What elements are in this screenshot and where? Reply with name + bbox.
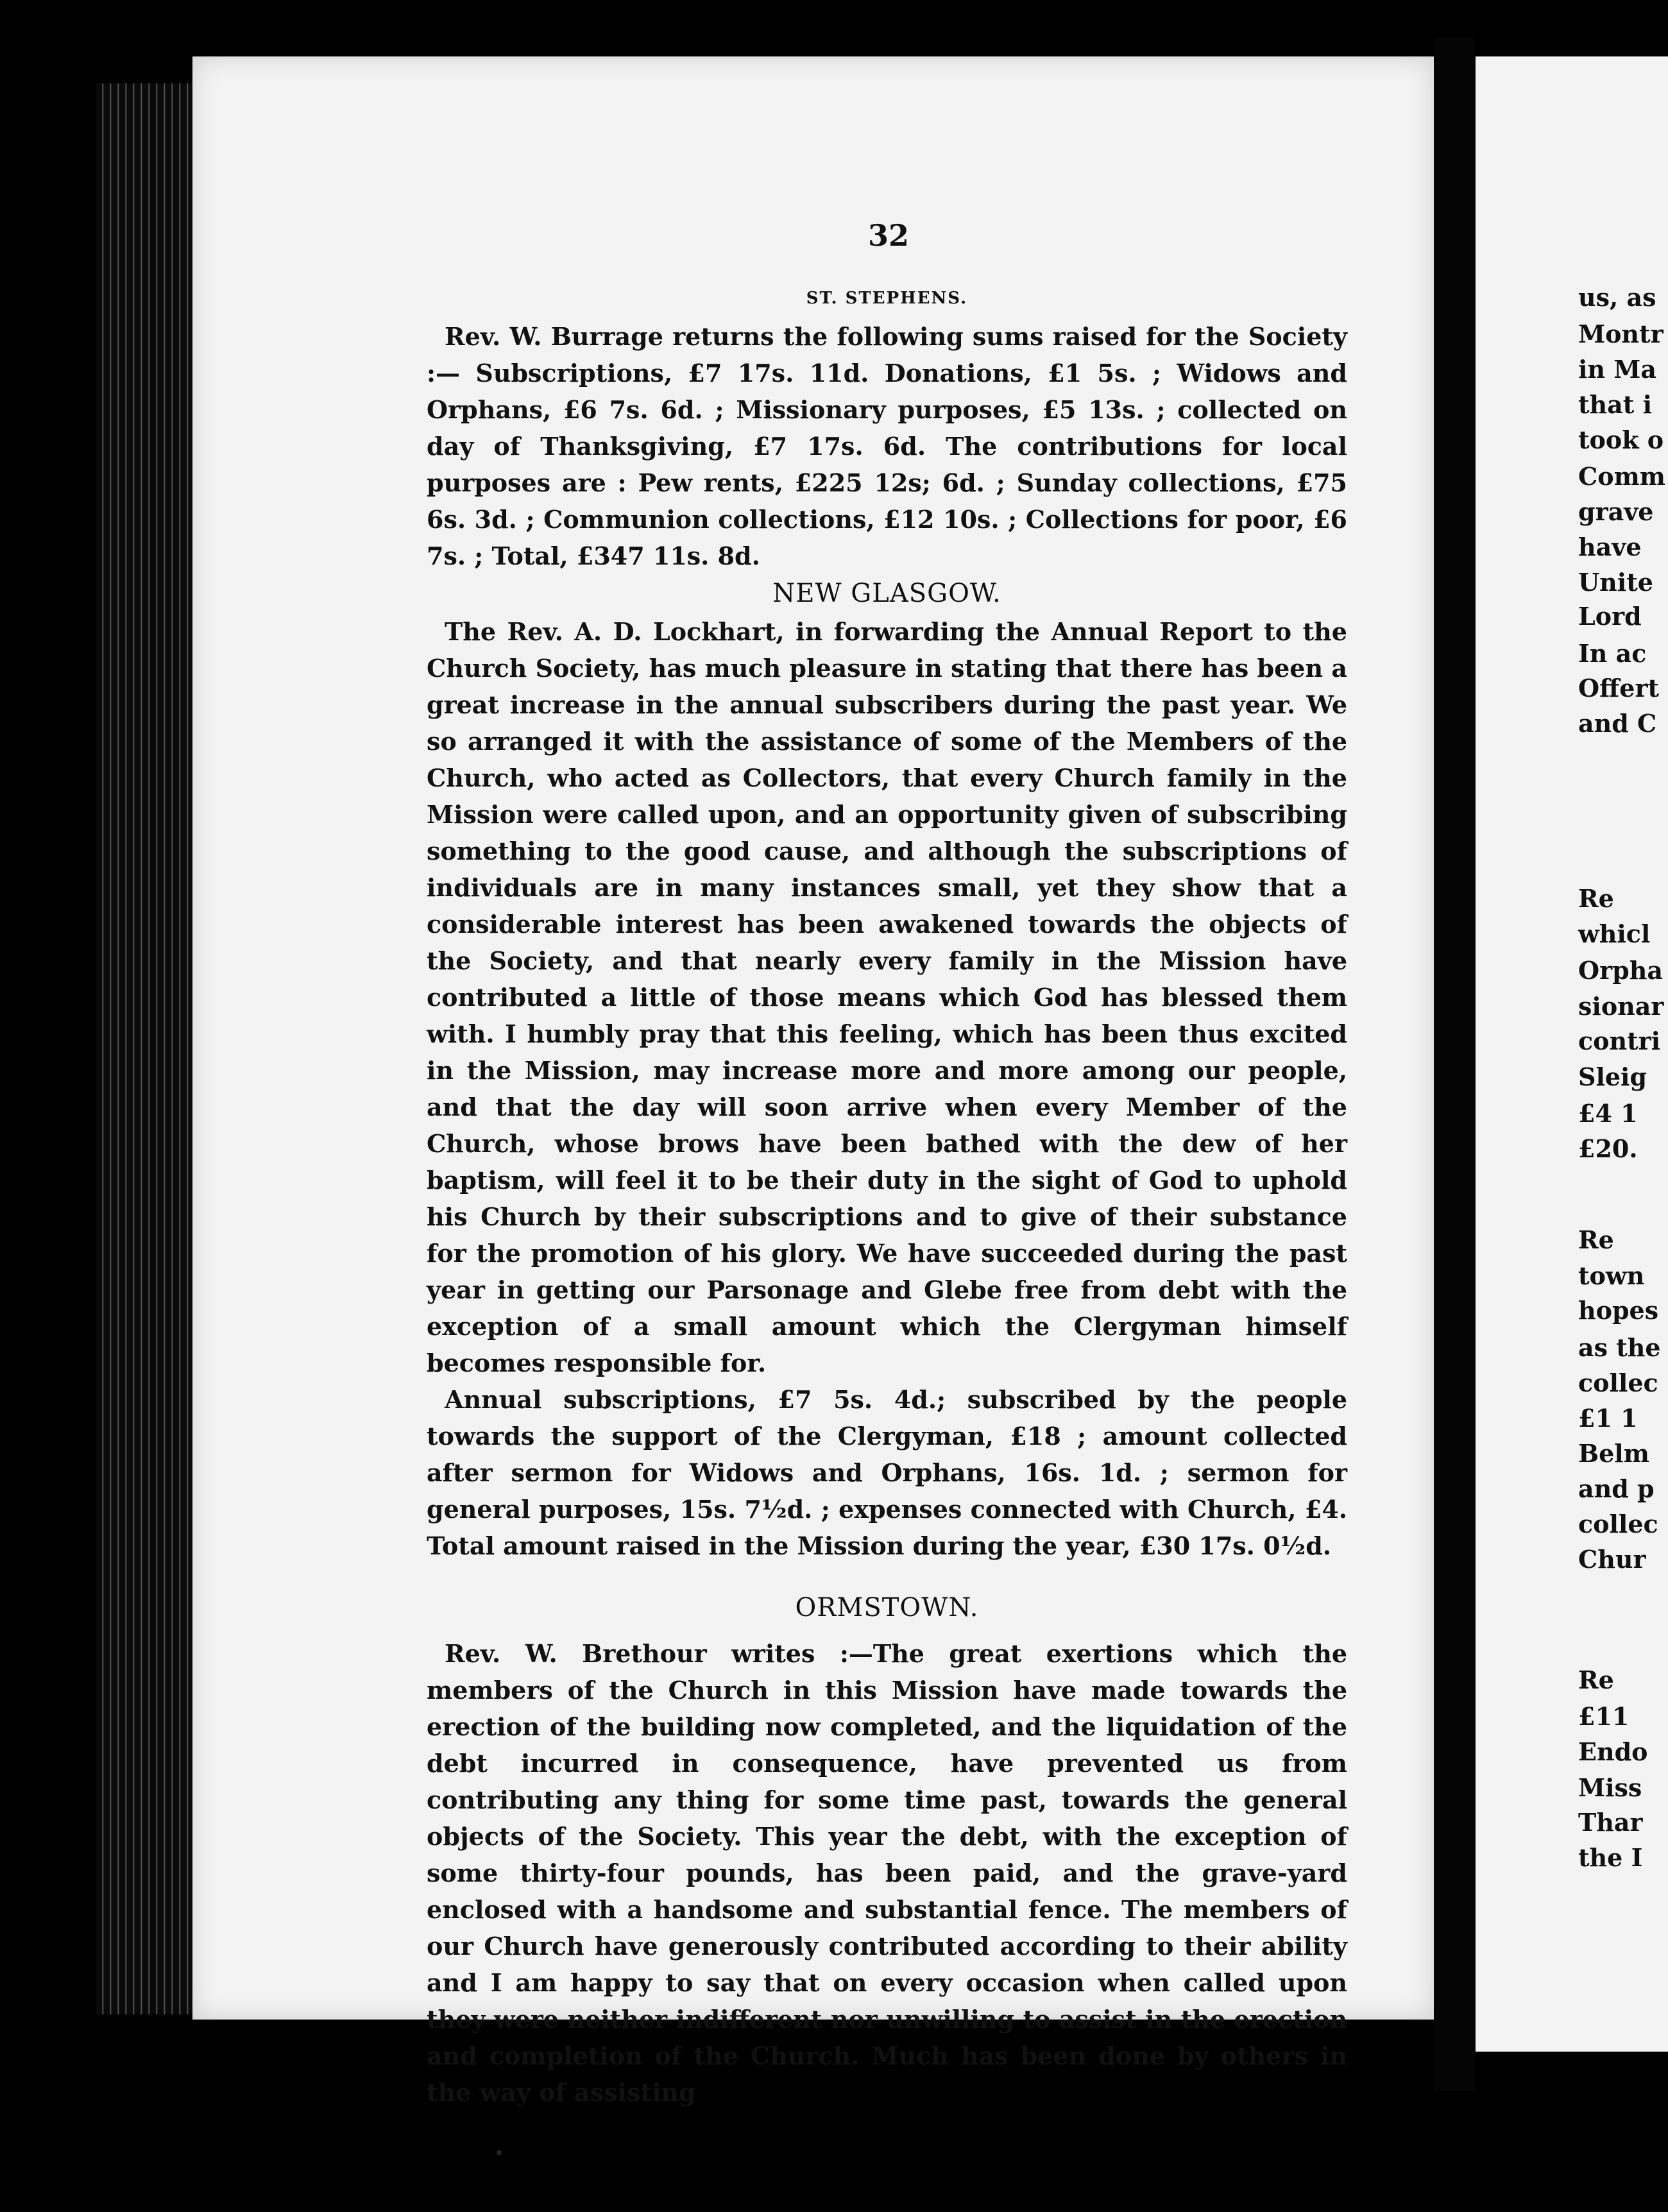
paragraph-st-stephens: Rev. W. Burrage returns the following sums raised for the Society :— Subscriptions, £7 17s. 11d. Donations, £1 5s. ; Widows and Orphans, £6 7s. 6d. ; Missionary purposes, £5 13s. ; collected on day of Thanksgiving, £7 17s. 6d. The contributions for local purposes are : Pew rents, £225 12s; 6d. ; Sunday collections, £75 6s. 3d. ; Communion collections, £12 10s. ; Collections for poor, £6 7s. ; Total, £347 11s. 8d. bbox=[427, 322, 1347, 570]
facing-page-line: Offert bbox=[1578, 674, 1660, 702]
section-subheading-st-stephens: ST. STEPHENS. bbox=[806, 289, 968, 308]
facing-page-line: Montr bbox=[1578, 319, 1664, 348]
paragraph-new-glasgow-2: Annual subscriptions, £7 5s. 4d.; subscribed by the people towards the support of the Clergyman, £18 ; amount collected after sermon for Widows and Orphans, 16s. 1d. ; sermon for general purposes, 15s. 7½d. ; expenses connected with Church, £4. Total amount raised in the Mission during the year, £30 17s. 0½d. bbox=[427, 1385, 1347, 1560]
facing-page-line: Belm bbox=[1578, 1439, 1649, 1468]
facing-page-line: Miss bbox=[1578, 1773, 1642, 1802]
facing-page-line: that i bbox=[1578, 390, 1653, 419]
facing-page-line: the I bbox=[1578, 1843, 1643, 1872]
ink-mark: • bbox=[494, 2143, 505, 2164]
facing-page-line: whicl bbox=[1578, 919, 1651, 948]
section-heading-ormstown: ORMSTOWN. bbox=[795, 1593, 979, 1622]
facing-page-line: Re bbox=[1578, 1665, 1614, 1694]
facing-page-line: Endo bbox=[1578, 1737, 1648, 1766]
facing-page-line: collec bbox=[1578, 1368, 1658, 1397]
facing-page-line: and C bbox=[1578, 709, 1657, 738]
facing-page-line: sionar bbox=[1578, 992, 1664, 1021]
paragraph-new-glasgow-1: The Rev. A. D. Lockhart, in forwarding the Annual Report to the Church Society, has much pleasure in stating that there has been a great increase in the annual subscribers during the past year. We so arranged it with the assistance of some of the Members of the Church, who acted as Collectors, that every Church family in the Mission were called upon, and an opportunity given of subscribing something to the good cause, and although the subscriptions of individuals are in many instances small, yet they show that a considerable interest has been awakened towards the objects of the Society, and that nearly every family in the Mission have contributed a little of those means which God has blessed them with. I humbly pray that this feeling, which has been thus excited in the Mission, may increase more and more among our people, and that the day will soon arrive when every Member of the Church, whose brows have been bathed with the dew of her baptism, will feel it to be their duty in the sight of God to uphold his Church by their subscriptions and to give of their substance for the promotion of his glory. We have succeeded during the past year in getting our Parsonage and Glebe free from debt with the exception of a small amount which the Clergyman himself becomes responsible for. bbox=[427, 617, 1347, 1377]
facing-page-line: town bbox=[1578, 1261, 1645, 1290]
facing-page-line: Unite bbox=[1578, 568, 1653, 597]
facing-page-line: Re bbox=[1578, 1225, 1614, 1254]
facing-page-line: Lord bbox=[1578, 602, 1642, 631]
book-gutter bbox=[1434, 38, 1476, 2091]
facing-page-line: and p bbox=[1578, 1474, 1655, 1503]
facing-page-line: took o bbox=[1578, 425, 1664, 454]
facing-page-line: collec bbox=[1578, 1510, 1658, 1538]
facing-page-line: us, as bbox=[1578, 283, 1656, 312]
facing-page-line: as the bbox=[1578, 1333, 1661, 1362]
facing-page-line: Orpha bbox=[1578, 956, 1663, 985]
paragraph-ormstown: Rev. W. Brethour writes :—The great exertions which the members of the Church in this Mission have made towards the erection of the building now completed, and the liquidation of the debt incurred in consequence, have prevented us from contributing any thing for some time past, towards the general objects of the Society. This year the debt, with the exception of some thirty-four pounds, has been paid, and the grave-yard enclosed with a handsome and substantial fence. The members of our Church have generously contributed according to their ability and I am happy to say that on every occasion when called upon they were neither indifferent nor unwilling to assist in the erection and completion of the Church. Much has been done by others in the way of assisting bbox=[427, 1639, 1347, 2107]
facing-page-line: Re bbox=[1578, 884, 1614, 913]
facing-page-line: Sleig bbox=[1578, 1062, 1647, 1091]
facing-page-fragments bbox=[1578, 0, 1666, 1989]
page-body bbox=[427, 282, 1347, 2111]
facing-page-line: contri bbox=[1578, 1026, 1661, 1055]
facing-page-line: Chur bbox=[1578, 1545, 1646, 1574]
facing-page-line: £4 1 bbox=[1578, 1099, 1638, 1128]
facing-page-line: Thar bbox=[1578, 1808, 1643, 1837]
facing-page-line: hopes bbox=[1578, 1296, 1659, 1325]
page-number: 32 bbox=[867, 218, 909, 253]
facing-page-line: £1 1 bbox=[1578, 1404, 1638, 1433]
stacked-page-edges bbox=[96, 83, 192, 2014]
facing-page-line: £11 bbox=[1578, 1702, 1630, 1731]
section-heading-new-glasgow: NEW GLASGOW. bbox=[772, 579, 1001, 608]
facing-page-line: In ac bbox=[1578, 639, 1647, 668]
facing-page-line: £20. bbox=[1578, 1134, 1638, 1163]
facing-page-line: grave bbox=[1578, 497, 1654, 526]
facing-page-line: in Ma bbox=[1578, 355, 1656, 384]
facing-page-line: have bbox=[1578, 532, 1642, 561]
facing-page-line: Comm bbox=[1578, 462, 1666, 491]
